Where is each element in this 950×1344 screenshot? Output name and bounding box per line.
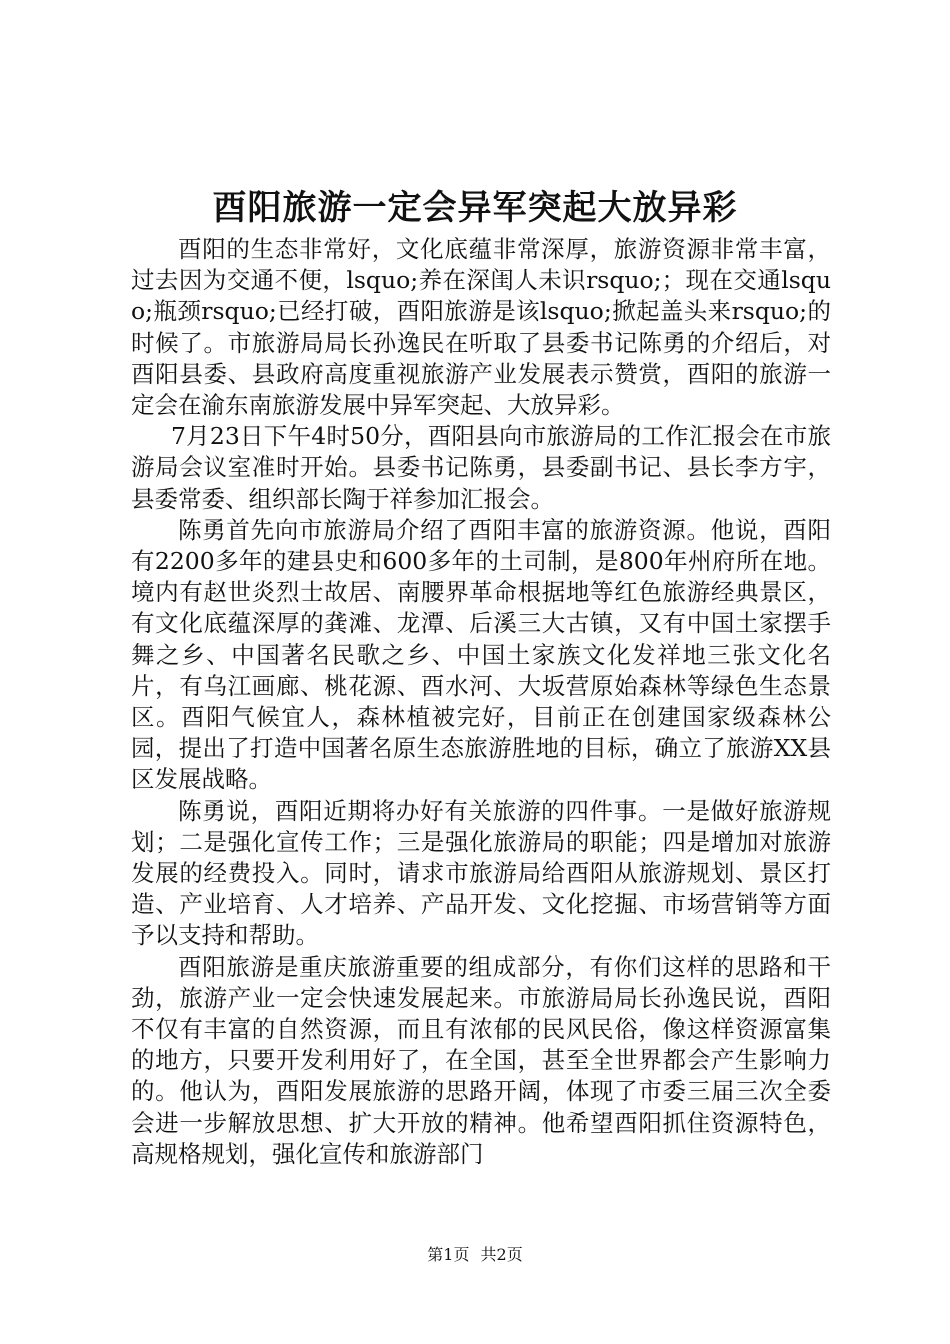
page-number: 第1页 [427,1245,470,1264]
paragraph: 酉阳的生态非常好，文化底蕴非常深厚，旅游资源非常丰富，过去因为交通不便，lsquo;养在深闺人未识rsquo;；现在交通lsquo;瓶颈rsquo;已经打破，酉阳旅游是该lsquo;掀起盖头来rsquo;的时候了。市旅游局局长孙逸民在听取了县委书记陈勇的介绍后，对酉阳县委、县政府高度重视旅游产业发展表示赞赏，酉阳的旅游一定会在渝东南旅游发展中异军突起、大放异彩。 [131,235,831,420]
paragraph: 陈勇首先向市旅游局介绍了酉阳丰富的旅游资源。他说，酉阳有2200多年的建县史和600多年的土司制，是800年州府所在地。境内有赵世炎烈士故居、南腰界革命根据地等红色旅游经典景区，有文化底蕴深厚的龚滩、龙潭、后溪三大古镇，又有中国土家摆手舞之乡、中国著名民歌之乡、中国土家族文化发祥地三张文化名片，有乌江画廊、桃花源、酉水河、大坂营原始森林等绿色生态景区。酉阳气候宜人，森林植被完好，目前正在创建国家级森林公园，提出了打造中国著名原生态旅游胜地的目标，确立了旅游XX县区发展战略。 [131,515,831,794]
document-title: 酉阳旅游一定会异军突起大放异彩 [212,188,738,228]
paragraph: 酉阳旅游是重庆旅游重要的组成部分，有你们这样的思路和干劲，旅游产业一定会快速发展起来。市旅游局局长孙逸民说，酉阳不仅有丰富的自然资源，而且有浓郁的民风民俗，像这样资源富集的地方，只要开发利用好了，在全国，甚至全世界都会产生影响力的。他认为，酉阳发展旅游的思路开阔，体现了市委三届三次全委会进一步解放思想、扩大开放的精神。他希望酉阳抓住资源特色，高规格规划，强化宣传和旅游部门 [131,952,831,1168]
page-total: 共2页 [480,1245,523,1264]
page-footer [0,1244,950,1266]
paragraph: 7月23日下午4时50分，酉阳县向市旅游局的工作汇报会在市旅游局会议室准时开始。县委书记陈勇，县委副书记、县长李方宇，县委常委、组织部长陶于祥参加汇报会。 [131,422,831,513]
paragraph: 陈勇说，酉阳近期将办好有关旅游的四件事。一是做好旅游规划；二是强化宣传工作；三是强化旅游局的职能；四是增加对旅游发展的经费投入。同时，请求市旅游局给酉阳从旅游规划、景区打造、产业培育、人才培养、产品开发、文化挖掘、市场营销等方面予以支持和帮助。 [131,796,831,950]
document-body [131,234,831,1170]
